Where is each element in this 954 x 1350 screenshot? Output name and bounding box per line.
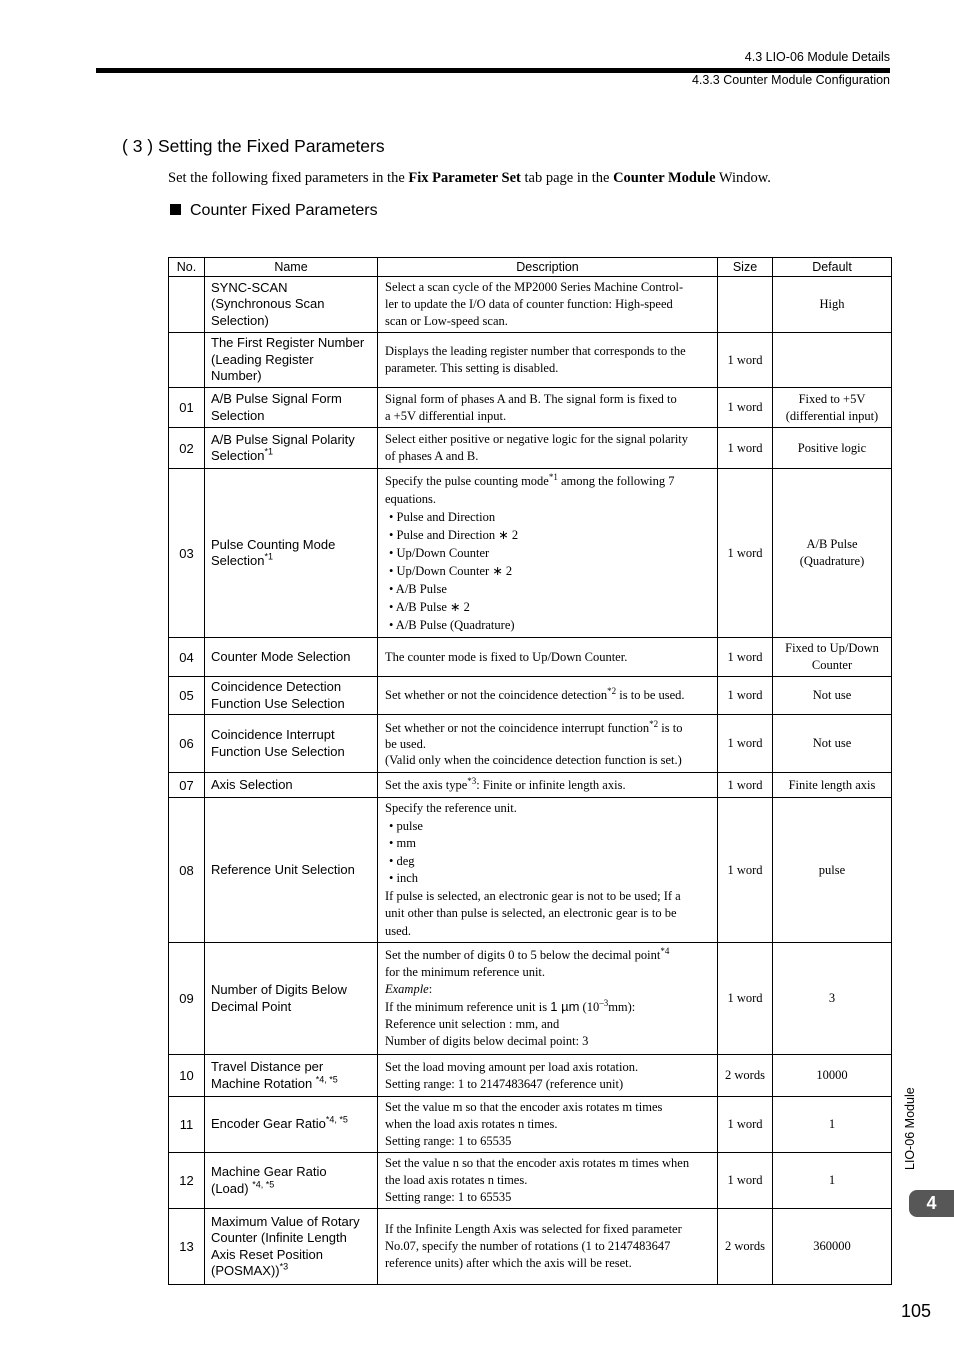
row-no: 02 <box>169 428 205 469</box>
row-no: 08 <box>169 798 205 943</box>
row-name: Encoder Gear Ratio$^{*4, *5}$ <box>205 1097 378 1153</box>
table-row <box>169 333 892 388</box>
row-name: Pulse Counting Mode Selection$^{*1}$ <box>205 469 378 638</box>
list-item: • Up/Down Counter <box>389 546 490 560</box>
header-size: Size <box>718 258 773 277</box>
row-size: 1 word <box>718 1153 773 1209</box>
row-no: 09 <box>169 943 205 1055</box>
table-row <box>169 773 892 798</box>
row-no: 04 <box>169 638 205 677</box>
row-name: Counter Mode Selection <box>205 638 378 677</box>
row-default: 1 <box>773 1097 892 1153</box>
row-size: 1 word <box>718 469 773 638</box>
table-row <box>169 1055 892 1097</box>
table-row <box>169 388 892 428</box>
section-title: ( 3 ) Setting the Fixed Parameters <box>122 136 385 156</box>
row-no: 01 <box>169 388 205 428</box>
row-name: Coincidence Detection Function Use Selection <box>205 677 378 715</box>
table-row <box>169 1097 892 1153</box>
table-row <box>169 715 892 773</box>
row-description: Set whether or not the coincidence interrupt function$^{*2}$ is to be used. (Valid only when the coincidence detection function is set.) <box>378 715 718 773</box>
header-description: Description <box>378 258 718 277</box>
list-item: • Pulse and Direction <box>389 510 496 524</box>
header-no: No. <box>169 258 205 277</box>
header-section-title: 4.3 LIO-06 Module Details <box>744 50 890 64</box>
table-row <box>169 277 892 333</box>
row-no: 11 <box>169 1097 205 1153</box>
row-no: 10 <box>169 1055 205 1097</box>
list-item: • Pulse and Direction ∗ 2 <box>389 528 519 542</box>
row-no: 07 <box>169 773 205 798</box>
row-default: 1 <box>773 1153 892 1209</box>
row-description: Set the value m so that the encoder axis rotates m times when the load axis rotates n times. Setting range: 1 to 65535 <box>378 1097 718 1153</box>
row-description: Signal form of phases A and B. The signal form is fixed to a +5V differential input. <box>378 388 718 428</box>
row-default: 360000 <box>773 1209 892 1285</box>
row-no: 06 <box>169 715 205 773</box>
row-name: The First Register Number (Leading Register Number) <box>205 333 378 388</box>
row-default: Fixed to +5V (differential input) <box>773 388 892 428</box>
square-bullet-icon <box>170 204 181 215</box>
row-description: Set whether or not the coincidence detection$^{*2}$ is to be used. <box>378 677 718 715</box>
list-item: • mm <box>389 836 416 850</box>
row-description: Set the value n so that the encoder axis rotates m times when the load axis rotates n times. Setting range: 1 to 65535 <box>378 1153 718 1209</box>
header-subsection-title: 4.3.3 Counter Module Configuration <box>691 73 890 87</box>
row-size: 1 word <box>718 773 773 798</box>
row-name: A/B Pulse Signal Form Selection <box>205 388 378 428</box>
list-item: • Up/Down Counter ∗ 2 <box>389 564 513 578</box>
row-no <box>169 277 205 333</box>
header-default: Default <box>773 258 892 277</box>
row-default: Finite length axis <box>773 773 892 798</box>
row-description: Set the number of digits 0 to 5 below the decimal point$^{*4}$ for the minimum reference unit. Example: If the minimum reference unit is 1 µm $(10^{-3}mm)$: Reference unit selection : mm, and Number of digits below decimal point: 3 <box>378 943 718 1055</box>
row-size <box>718 277 773 333</box>
table-row <box>169 428 892 469</box>
row-default: Positive logic <box>773 428 892 469</box>
row-default: Not use <box>773 715 892 773</box>
row-name: Number of Digits Below Decimal Point <box>205 943 378 1055</box>
row-name: Reference Unit Selection <box>205 798 378 943</box>
row-no: 05 <box>169 677 205 715</box>
table-row <box>169 1153 892 1209</box>
list-item: • inch <box>389 871 419 885</box>
table-row <box>169 469 892 638</box>
row-name: Travel Distance per Machine Rotation $^{*4, *5}$ <box>205 1055 378 1097</box>
counter-fixed-parameters-table <box>168 257 892 1285</box>
table-row <box>169 943 892 1055</box>
row-description: Set the axis type$^{*3}$: Finite or infinite length axis. <box>378 773 718 798</box>
row-name: Coincidence Interrupt Function Use Selection <box>205 715 378 773</box>
row-name: A/B Pulse Signal Polarity Selection$^{*1}$ <box>205 428 378 469</box>
list-item: • A/B Pulse (Quadrature) <box>389 618 515 632</box>
row-description: Set the load moving amount per load axis rotation. Setting range: 1 to 2147483647 (reference unit) <box>378 1055 718 1097</box>
row-size: 1 word <box>718 428 773 469</box>
row-default: A/B Pulse (Quadrature) <box>773 469 892 638</box>
row-name: SYNC-SCAN (Synchronous Scan Selection) <box>205 277 378 333</box>
intro-paragraph: Set the following fixed parameters in the Fix Parameter Set tab page in the Counter Module Window. <box>168 170 771 186</box>
row-default <box>773 333 892 388</box>
row-description: Select either positive or negative logic for the signal polarity of phases A and B. <box>378 428 718 469</box>
row-description: Select a scan cycle of the MP2000 Series Machine Control- ler to update the I/O data of counter function: High-speed scan or Low-speed scan. <box>378 277 718 333</box>
row-size: 1 word <box>718 1097 773 1153</box>
row-name: Machine Gear Ratio (Load) $^{*4, *5}$ <box>205 1153 378 1209</box>
table-row <box>169 798 892 943</box>
row-description: The counter mode is fixed to Up/Down Counter. <box>378 638 718 677</box>
row-no: 13 <box>169 1209 205 1285</box>
row-size: 1 word <box>718 638 773 677</box>
row-default: pulse <box>773 798 892 943</box>
row-no: 03 <box>169 469 205 638</box>
table-row <box>169 677 892 715</box>
row-description: Displays the leading register number that corresponds to the parameter. This setting is disabled. <box>378 333 718 388</box>
row-default: Fixed to Up/Down Counter <box>773 638 892 677</box>
chapter-tab: 4 <box>909 1190 954 1217</box>
row-size: 2 words <box>718 1055 773 1097</box>
page-number: 105 <box>900 1301 931 1321</box>
table-row <box>169 638 892 677</box>
row-description: If the Infinite Length Axis was selected for fixed parameter No.07, specify the number of rotations (1 to 2147483647 reference units) after which the axis will be reset. <box>378 1209 718 1285</box>
row-description: Specify the reference unit. • pulse • mm • deg • inch If pulse is selected, an electronic gear is not to be used; If a unit other than pulse is selected, an electronic gear is to be used. <box>378 798 718 943</box>
row-size: 1 word <box>718 677 773 715</box>
header-name: Name <box>205 258 378 277</box>
row-size: 1 word <box>718 798 773 943</box>
row-default: 10000 <box>773 1055 892 1097</box>
row-size: 1 word <box>718 333 773 388</box>
subsection-title: Counter Fixed Parameters <box>170 202 378 220</box>
row-size: 1 word <box>718 943 773 1055</box>
row-no: 12 <box>169 1153 205 1209</box>
table-row <box>169 1209 892 1285</box>
list-item: • pulse <box>389 818 423 833</box>
list-item: • A/B Pulse <box>389 582 447 596</box>
list-item: • deg <box>389 853 415 868</box>
row-size: 1 word <box>718 715 773 773</box>
table-header-row <box>169 258 892 277</box>
row-description: Specify the pulse counting mode$^{*1}$ among the following 7 equations. • Pulse and Direction • Pulse and Direction ∗ 2 • Up/Down Counter • Up/Down Counter ∗ 2 • A/B Pulse • A/B Pulse ∗ 2 • A/B Pulse (Quadrature) <box>378 469 718 638</box>
row-name: Axis Selection <box>205 773 378 798</box>
chapter-side-label: LIO-06 Module <box>903 1087 917 1170</box>
row-size: 2 words <box>718 1209 773 1285</box>
row-no <box>169 333 205 388</box>
row-default: 3 <box>773 943 892 1055</box>
row-default: High <box>773 277 892 333</box>
row-default: Not use <box>773 677 892 715</box>
row-size: 1 word <box>718 388 773 428</box>
row-name: Maximum Value of Rotary Counter (Infinite Length Axis Reset Position (POSMAX))$^{*3}$ <box>205 1209 378 1285</box>
list-item: • A/B Pulse ∗ 2 <box>389 600 470 614</box>
